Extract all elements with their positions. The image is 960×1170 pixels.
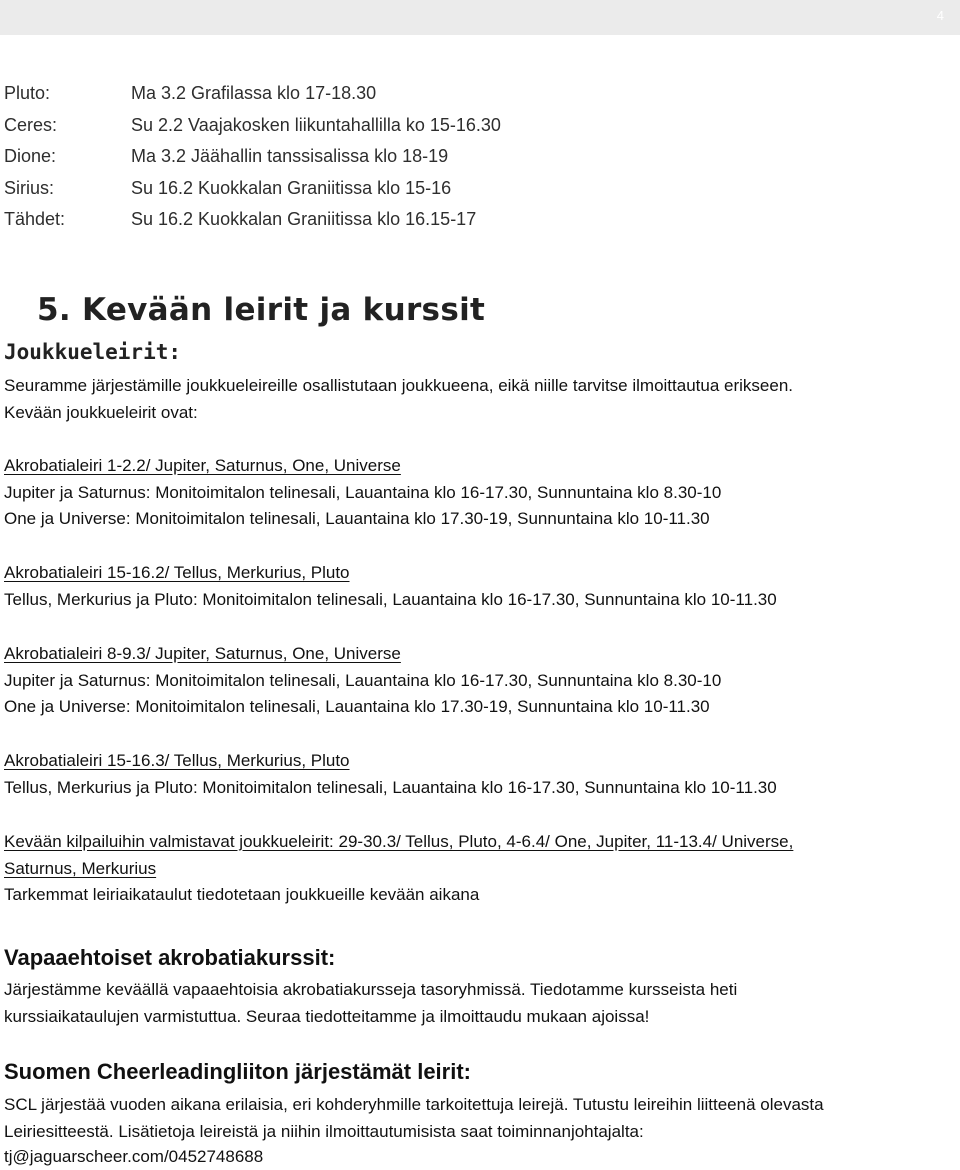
kurssit-text: kurssiaikataulujen varmistuttua. Seuraa tiedotteitamme ja ilmoittaudu mukaan ajoissa!: [4, 1007, 650, 1026]
camp-detail: Tellus, Merkurius ja Pluto: Monitoimitalon telinesali, Lauantaina klo 16-17.30, Sunnuntaina klo 10-11.30: [4, 778, 777, 797]
camp-title: Akrobatialeiri 15-16.3/ Tellus, Merkurius, Pluto: [4, 751, 350, 770]
intro-text: Seuramme järjestämille joukkueleireille osallistutaan joukkueena, eikä niille tarvitse ilmoittautua erikseen.: [4, 376, 793, 395]
schedule-row: [4, 141, 501, 173]
team-name: Sirius:: [4, 177, 55, 198]
team-name: Ceres:: [4, 114, 58, 135]
practice-time: Su 16.2 Kuokkalan Graniitissa klo 16.15-17: [131, 209, 477, 229]
practice-time: Su 16.2 Kuokkalan Graniitissa klo 15-16: [131, 177, 452, 198]
camp-note: Tarkemmat leiriaikataulut tiedotetaan joukkueille kevään aikana: [4, 885, 480, 904]
schedule-row: [4, 204, 501, 236]
camp-detail: One ja Universe: Monitoimitalon telinesali, Lauantaina klo 17.30-19, Sunnuntaina klo 10-11.30: [4, 509, 710, 528]
camp-title: Akrobatialeiri 8-9.3/ Jupiter, Saturnus, One, Universe: [4, 644, 401, 663]
competition-camps: Saturnus, Merkurius: [4, 859, 157, 878]
scl-text: Leiriesitteestä. Lisätietoja leireistä ja niihin ilmoittautumisista saat toiminnanjohtajalta:: [4, 1122, 644, 1141]
joukkueleirit-heading: Joukkueleirit:: [4, 340, 182, 364]
camp-detail: One ja Universe: Monitoimitalon telinesali, Lauantaina klo 17.30-19, Sunnuntaina klo 10-11.30: [4, 697, 710, 716]
kurssit-text: Järjestämme keväällä vapaaehtoisia akrobatiakursseja tasoryhmissä. Tiedotamme kursseista heti: [4, 980, 738, 999]
section-title: 5. Kevään leirit ja kurssit: [37, 292, 486, 328]
team-name: Tähdet:: [4, 209, 66, 229]
camp-detail: Tellus, Merkurius ja Pluto: Monitoimitalon telinesali, Lauantaina klo 16-17.30, Sunnuntaina klo 10-11.30: [4, 590, 777, 609]
intro-text: Kevään joukkueleirit ovat:: [4, 403, 198, 422]
practice-time: Ma 3.2 Jäähallin tanssisalissa klo 18-19: [131, 146, 449, 166]
camp-detail: Jupiter ja Saturnus: Monitoimitalon telinesali, Lauantaina klo 16-17.30, Sunnuntaina klo 8.30-10: [4, 671, 722, 690]
kurssit-heading: Vapaaehtoiset akrobatiakurssit:: [4, 945, 336, 970]
practice-time: Ma 3.2 Grafilassa klo 17-18.30: [131, 83, 377, 103]
team-name: Dione:: [4, 146, 57, 166]
scl-text: SCL järjestää vuoden aikana erilaisia, eri kohderyhmille tarkoitettuja leirejä. Tutustu leireihin liitteenä olevasta: [4, 1095, 824, 1114]
camp-detail: Jupiter ja Saturnus: Monitoimitalon telinesali, Lauantaina klo 16-17.30, Sunnuntaina klo 8.30-10: [4, 483, 722, 502]
practice-schedule: [4, 78, 501, 236]
page-number: 4: [936, 8, 944, 23]
competition-camps: Kevään kilpailuihin valmistavat joukkueleirit: 29-30.3/ Tellus, Pluto, 4-6.4/ One, Jupiter, 11-13.4/ Universe,: [4, 832, 794, 851]
page-header-band: [0, 0, 960, 35]
camp-title: Akrobatialeiri 1-2.2/ Jupiter, Saturnus, One, Universe: [4, 456, 401, 475]
schedule-row: [4, 78, 501, 110]
schedule-row: [4, 173, 501, 205]
schedule-row: [4, 110, 501, 142]
practice-time: Su 2.2 Vaajakosken liikuntahallilla ko 15-16.30: [131, 114, 501, 135]
contact-info: tj@jaguarscheer.com/0452748688: [4, 1147, 264, 1166]
camp-title: Akrobatialeiri 15-16.2/ Tellus, Merkurius, Pluto: [4, 563, 350, 582]
scl-heading: Suomen Cheerleadingliiton järjestämät leirit:: [4, 1059, 471, 1084]
team-name: Pluto:: [4, 83, 51, 103]
